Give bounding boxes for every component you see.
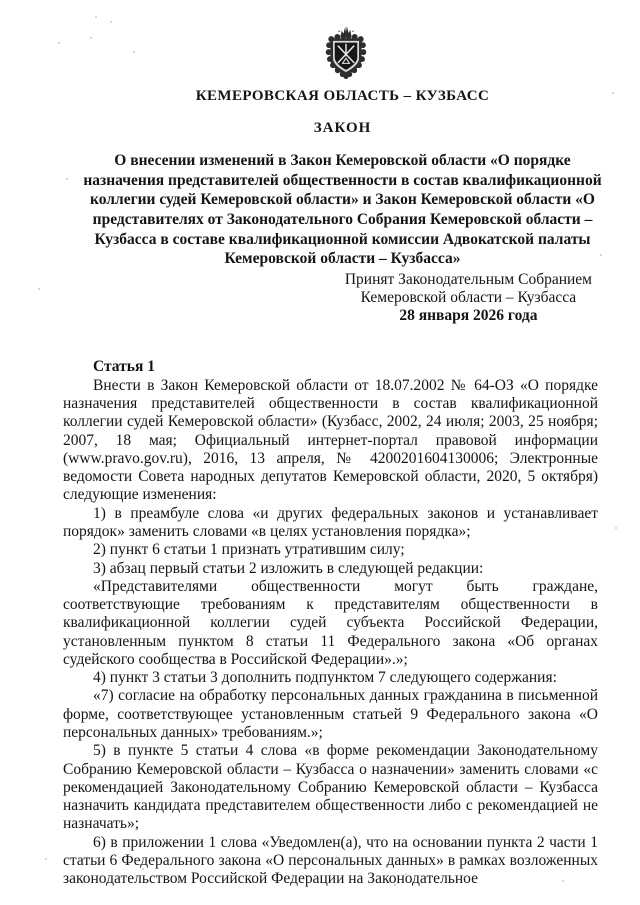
- adoption-date: 28 января 2026 года: [399, 307, 538, 325]
- adoption-line-2: Кемеровской области – Кузбасса: [360, 289, 577, 307]
- law-title: О внесении изменений в Закон Кемеровской области «О порядке назначения представителей общественности в состав квалификационной коллегии судей Кемеровской области» и Закон Кемеровской области «О представителях от Законодательного Собрания Кемеровской области – Кузбасса в составе квалификационной комиссии Адвокатской палаты Кемеровской области – Кузбасса»: [83, 152, 602, 268]
- adoption-line-1: Принят Законодательным Собранием: [344, 271, 592, 289]
- document-type-heading: ЗАКОН: [313, 120, 372, 136]
- law-body: [63, 358, 598, 888]
- body-paragraph: 1) в преамбуле слова «и других федеральных законов и устанавливает порядок» заменить словами «в целях установления порядка»;: [63, 504, 598, 540]
- body-paragraph: «7) согласие на обработку персональных данных гражданина в письменной форме, соответствующее установленным статьей 9 Федерального закона «О персональных данных» требованиям.»;: [63, 687, 598, 742]
- body-paragraph: 2) пункт 6 статьи 1 признать утратившим силу;: [93, 541, 405, 559]
- article-1-heading: Статья 1: [93, 358, 155, 376]
- body-paragraph: 3) абзац первый статьи 2 изложить в следующей редакции:: [93, 559, 484, 577]
- adoption-block: [345, 271, 592, 325]
- body-paragraph: 5) в пункте 5 статьи 4 слова «в форме рекомендации Законодательному Собранию Кемеровской области – Кузбасса о назначении» заменить словами «с рекомендацией Законодательному Собранию Кемеровской области – Кузбасса назначить кандидата представителем общественности либо с рекомендацией не назначать»;: [63, 742, 598, 833]
- region-header: КЕМЕРОВСКАЯ ОБЛАСТЬ – КУЗБАСС: [195, 88, 490, 104]
- body-paragraph: 4) пункт 3 статьи 3 дополнить подпунктом 7 следующего содержания:: [93, 669, 557, 687]
- kemerovo-coat-of-arms-icon: [320, 24, 372, 82]
- body-paragraph: Внести в Закон Кемеровской области от 18.07.2002 № 64-ОЗ «О порядке назначения представителей общественности в состав квалификационной коллегии судей Кемеровской области» (Кузбасс, 2002, 24 июля; 2003, 25 ноября; 2007, 18 мая; Официальный интернет-портал правовой информации (www.pravo.gov.ru), 2016, 13 апреля, № 4200201604130006; Электронные ведомости Совета народных депутатов Кемеровской области, 2020, 5 октября) следующие изменения:: [63, 376, 598, 504]
- body-paragraph: «Представителями общественности могут быть граждане, соответствующие требованиям к представителям общественности в квалификационной коллегии судей субъекта Российской Федерации, установленным пунктом 8 статьи 11 Федерального закона «Об органах судейского сообщества в Российской Федерации».»;: [63, 577, 598, 668]
- body-paragraph: 6) в приложении 1 слова «Уведомлен(а), что на основании пункта 2 части 1 статьи 6 Федерального закона «О персональных данных» в рамках возложенных законодательством Российской Федерации на Законодательное: [63, 833, 598, 888]
